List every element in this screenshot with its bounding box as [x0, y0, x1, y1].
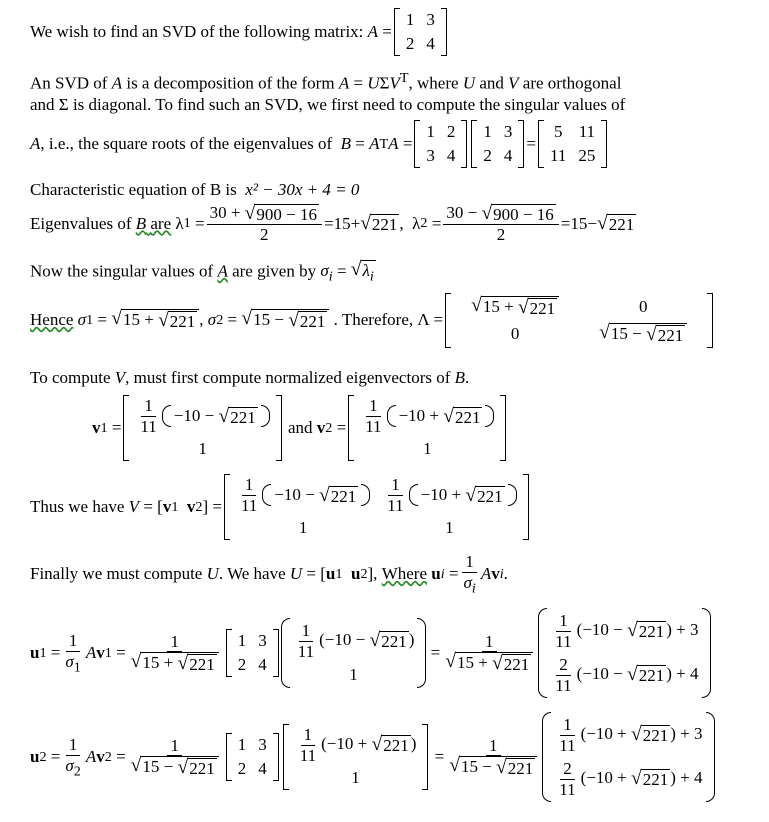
lambda-matrix: √ 15 + √ 221 0 0 √ 15 − √ 221 [445, 293, 713, 348]
characteristic-equation: x² − 30x + 4 = 0 [245, 180, 360, 199]
svd-definition-line-2: and Σ is diagonal. To find such an SVD, we first need to compute the singular values of [30, 95, 626, 114]
lambda2-fraction: 30 − √ 900 − 16 2 [443, 203, 558, 245]
matrix-b: 5 11 11 25 [538, 120, 607, 168]
matrix-v: $\frac{1}{11}$ −10 − √ 221 $\frac{1}{11}$ −10 + √ 221 1 1 [224, 474, 529, 540]
lambda1-fraction: 30 + √ 900 − 16 2 [207, 203, 322, 245]
u2-line: u 2 = $\frac{1}{\sigma_2}$ A v 2 = 1 √ 15 − √ 221 1 3 2 4 $\frac{1}{11}$ (−10 + √ 221 ) 1 = 1 √ 15 − √ 221 $\frac{1}{11}$ (−10 + √ 221 ) + 3 $\frac{2}{11}$ (−10 + √ 221 ) + 4 [30, 712, 715, 802]
compute-v-line: To compute V, must first compute normalized eigenvectors of B. [30, 368, 470, 387]
characteristic-equation-line: Characteristic equation of B is x² − 30x + 4 = 0 [30, 180, 360, 199]
matrix-a-repeat: 1 3 2 4 [471, 120, 524, 168]
v-matrix-line: Thus we have V = [ v 1 v 2 ] = $\frac{1}{11}$ −10 − √ 221 $\frac{1}{11}$ −10 + √ 221 1 1 [30, 474, 531, 540]
matrix-a-transpose: 1 2 3 4 [414, 120, 467, 168]
intro-text: We wish to find an SVD of the following matrix: [30, 22, 364, 42]
u1-line: u 1 = $\frac{1}{\sigma_1}$ A v 1 = 1 √ 15 + √ 221 1 3 2 4 $\frac{1}{11}$ (−10 − √ 221 ) 1 = 1 √ 15 + √ 221 $\frac{1}{11}$ (−10 − √ 221 ) + 3 $\frac{2}{11}$ (−10 − √ 221 ) + 4 [30, 608, 711, 698]
eigenvectors-line: v 1 = $\frac{1}{11}$ −10 − √ 221 1 and v 2 = $\frac{1}{11}$ −10 + √ 221 1 [92, 395, 508, 461]
eigenvector-v1: $\frac{1}{11}$ −10 − √ 221 1 [123, 395, 281, 461]
b-equals-at-a-line: A , i.e., the square roots of the eigenvalues of B = A T A = 1 2 3 4 1 3 2 4 = 5 11 11 25 [30, 120, 609, 168]
eigenvector-v2: $\frac{1}{11}$ −10 + √ 221 1 [348, 395, 506, 461]
svd-definition-line-1: An SVD of A is a decomposition of the form $A = U\Sigma V^T$, where U and V are orthogonal [30, 70, 622, 93]
compute-u-line: Finally we must compute U . We have U = [ u 1 u 2 ], Where u i = $\frac{1}{\sigma_i}$ A v i . [30, 552, 508, 596]
singular-values-line: Now the singular values of A are given by $\sigma_i$ = √ $\lambda_i$ [30, 259, 374, 285]
matrix-a: 1 3 2 4 [394, 8, 447, 56]
eigenvalues-line: Eigenvalues of B are λ 1 = 30 + √ 900 − 16 2 = 15 + √ 221 , λ 2 = 30 − √ 900 − 16 2 = 15 − √ 221 [30, 202, 635, 245]
hence-line: Hence σ 1 = √ 15 + √ 221 , σ 2 = √ 15 − √ 221 . Therefore, Λ = √ 15 + √ 221 0 0 √ 15 − √ 221 [30, 293, 715, 348]
intro-line: We wish to find an SVD of the following matrix: A = 1 3 2 4 [30, 8, 449, 56]
